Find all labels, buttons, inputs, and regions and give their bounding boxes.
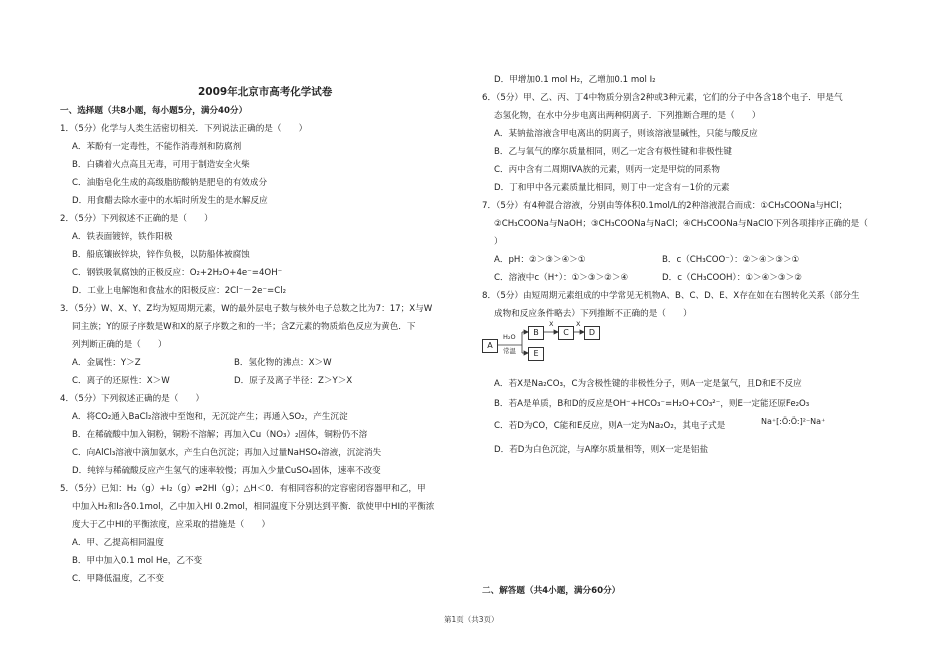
diagram-label-h2o: H₂O xyxy=(503,333,516,341)
q1-option-c: C．油脂皂化生成的高级脂肪酸钠是肥皂的有效成分 xyxy=(72,178,268,188)
q8-option-b: B．若A是单质，B和D的反应是OH⁻+HCO₃⁻=H₂O+CO₃²⁻，则E一定能还原Fe₂O₃ xyxy=(494,399,810,409)
q8-option-c: C．若D为CO，C能和E反应，则A一定为Na₂O₂，其电子式是 xyxy=(494,421,726,431)
question-1: 1．（5分）化学与人类生活密切相关．下列说法正确的是（ ） xyxy=(60,124,308,134)
question-7-line-2: ②CH₃COONa与NaOH；③CH₃COONa与NaCl；④CH₃COONa与NaClO下列各项排序正确的是（ xyxy=(494,219,868,229)
q3-option-d: D．原子及离子半径：Z＞Y＞X xyxy=(234,376,353,386)
q4-option-b: B．在稀硫酸中加入铜粉，铜粉不溶解；再加入Cu（NO₃）₂固体，铜粉仍不溶 xyxy=(72,430,368,440)
q3-option-b: B．氢化物的沸点：X＞W xyxy=(234,358,332,368)
diagram-box-a: A xyxy=(482,339,498,353)
question-7-line-3: ） xyxy=(494,237,503,247)
electron-formula: Na⁺[:Ö:Ö:]²⁻Na⁺ xyxy=(761,417,826,426)
q4-option-a: A．将CO₂通入BaCl₂溶液中至饱和，无沉淀产生；再通入SO₂，产生沉淀 xyxy=(72,412,348,422)
section-heading-answer: 二、解答题（共4小题，满分60分） xyxy=(482,586,621,596)
page-title: 2009年北京市高考化学试卷 xyxy=(198,86,333,98)
diagram-arrows xyxy=(470,318,630,368)
q4-option-c: C．向AlCl₃溶液中滴加氨水，产生白色沉淀；再加入过量NaHSO₄溶液，沉淀消失 xyxy=(72,448,382,458)
question-7-line-1: 7．（5分）有4种混合溶液，分别由等体积0.1mol/L的2种溶液混合而成：①CH₃COONa与HCl； xyxy=(482,201,848,211)
q1-option-a: A．苯酚有一定毒性，不能作消毒剂和防腐剂 xyxy=(72,142,242,152)
q6-option-c: C．丙中含有二周期IVA族的元素，则丙一定是甲烷的同系物 xyxy=(494,165,720,175)
page-footer: 第1页（共3页） xyxy=(444,615,499,624)
q6-option-b: B．乙与氧气的摩尔质量相同，则乙一定含有极性键和非极性键 xyxy=(494,147,732,157)
diagram-label-x1: X xyxy=(549,320,554,328)
q7-option-d: D．c（CH₃COOH）：①＞④＞③＞② xyxy=(662,273,802,283)
q2-option-c: C．钢铁吸氧腐蚀的正极反应：O₂+2H₂O+4e⁻=4OH⁻ xyxy=(72,268,283,278)
q3-option-c: C．离子的还原性：X＞W xyxy=(72,376,170,386)
q2-option-d: D．工业上电解饱和食盐水的阳极反应：2Cl⁻－2e⁻=Cl₂ xyxy=(72,286,287,296)
diagram-box-e: E xyxy=(528,347,544,361)
question-2: 2．（5分）下列叙述不正确的是（ ） xyxy=(60,214,213,224)
question-3-line-1: 3．（5分）W、X、Y、Z均为短周期元素，W的最外层电子数与核外电子总数之比为7：17；X与W xyxy=(60,304,433,314)
q4-option-d: D．纯锌与稀硫酸反应产生氢气的速率较慢；再加入少量CuSO₄固体，速率不改变 xyxy=(72,466,381,476)
q6-option-a: A．某钠盐溶液含甲电离出的阴离子，则该溶液显碱性，只能与酸反应 xyxy=(494,129,758,139)
q5-option-b: B．甲中加入0.1 mol He，乙不变 xyxy=(72,556,203,566)
q2-option-b: B．船底镶嵌锌块，锌作负极，以防船体被腐蚀 xyxy=(72,250,250,260)
question-3-line-3: 列判断正确的是（ ） xyxy=(72,340,167,350)
q5-option-d: D．甲增加0.1 mol H₂，乙增加0.1 mol I₂ xyxy=(494,75,656,85)
q2-option-a: A．铁表面镀锌，铁作阳极 xyxy=(72,232,173,242)
question-4: 4．（5分）下列叙述正确的是（ ） xyxy=(60,394,205,404)
q8-option-a: A．若X是Na₂CO₃，C为含极性键的非极性分子，则A一定是氯气，且D和E不反应 xyxy=(494,379,802,389)
q7-option-a: A．pH：②＞③＞④＞① xyxy=(494,255,586,265)
diagram-box-b: B xyxy=(528,326,544,340)
question-8-line-2: 成物和反应条件略去）下列推断不正确的是（ ） xyxy=(494,309,692,319)
diagram-box-d: D xyxy=(584,326,600,340)
q8-option-d: D．若D为白色沉淀，与A摩尔质量相等，则X一定是铝盐 xyxy=(494,445,709,455)
section-heading-choice: 一、选择题（共8小题，每小题5分，满分40分） xyxy=(60,106,248,116)
q1-option-b: B．白磷着火点高且无毒，可用于制造安全火柴 xyxy=(72,160,250,170)
q7-option-b: B．c（CH₃COO⁻）：②＞④＞③＞① xyxy=(662,255,800,265)
question-3-line-2: 同主族；Y的原子序数是W和X的原子序数之和的一半；含Z元素的物质焰色反应为黄色．下 xyxy=(72,322,416,332)
question-5-line-1: 5．（5分）已知：H₂（g）+I₂（g）⇌2HI（g）；△H＜0．有相同容积的定容密闭容器甲和乙，甲 xyxy=(60,484,426,494)
question-6-line-2: 态氢化物，在水中分步电离出两种阴离子．下列推断合理的是（ ） xyxy=(494,111,761,121)
q5-option-c: C．甲降低温度，乙不变 xyxy=(72,574,164,584)
diagram-label-x2: X xyxy=(576,320,581,328)
q6-option-d: D．丁和甲中各元素质量比相同，则丁中一定含有－1价的元素 xyxy=(494,183,730,193)
question-6-line-1: 6．（5分）甲、乙、丙、丁4中物质分别含2种或3种元素，它们的分子中各含18个电子．甲是气 xyxy=(482,93,843,103)
q1-option-d: D．用食醋去除水壶中的水垢时所发生的是水解反应 xyxy=(72,196,268,206)
diagram-box-c: C xyxy=(558,326,574,340)
question-5-line-2: 中加入H₂和I₂各0.1mol，乙中加入HI 0.2mol，相同温度下分别达到平衡．欲使甲中HI的平衡浓 xyxy=(72,502,435,512)
q7-option-c: C．溶液中c（H⁺）：①＞③＞②＞④ xyxy=(494,273,629,283)
q3-option-a: A．金属性：Y＞Z xyxy=(72,358,141,368)
question-5-line-3: 度大于乙中HI的平衡浓度，应采取的措施是（ ） xyxy=(72,520,271,530)
q5-option-a: A．甲、乙提高相同温度 xyxy=(72,538,164,548)
question-8-line-1: 8．（5分）由短周期元素组成的中学常见无机物A、B、C、D、E、X存在如在右图转化关系（部分生 xyxy=(482,291,860,301)
diagram-label-normal-temp: 常温 xyxy=(503,347,516,355)
